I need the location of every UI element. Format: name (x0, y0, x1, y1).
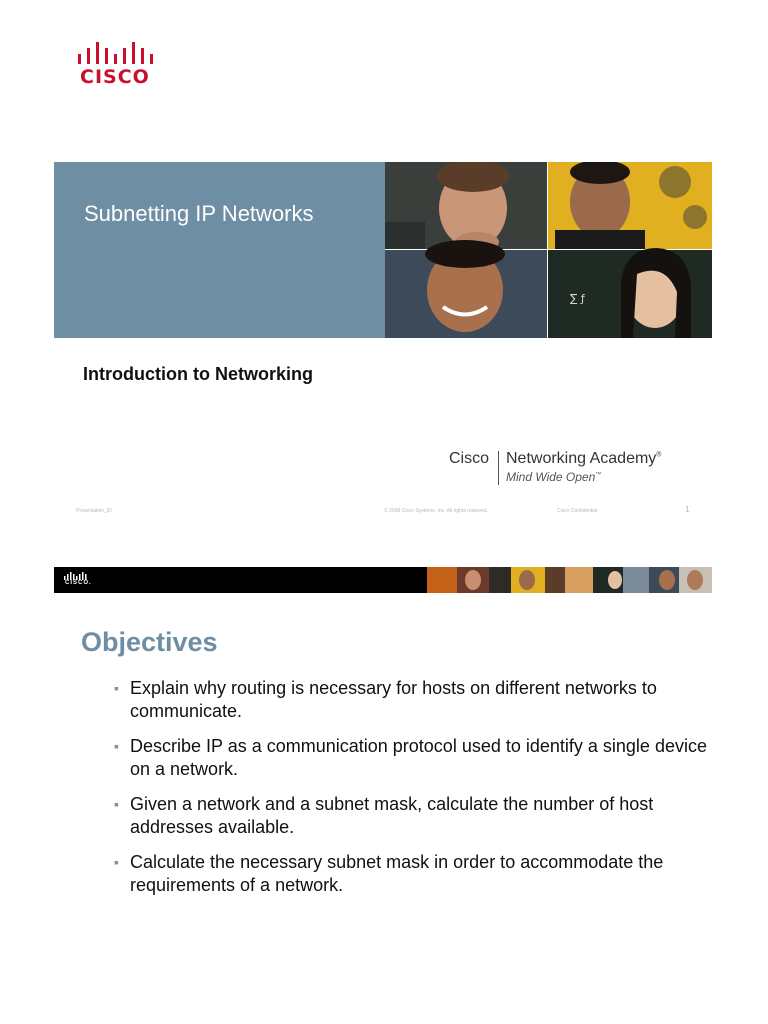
cisco-bridge-icon (76, 42, 156, 66)
objective-item (114, 793, 714, 839)
registered-mark: ® (656, 451, 662, 459)
square-bullet-icon: ▪ (114, 738, 119, 754)
objective-item (114, 735, 714, 781)
square-bullet-icon: ▪ (114, 796, 119, 812)
academy-name-line (506, 450, 661, 468)
photo-student-smiling (548, 162, 712, 249)
networking-academy-logo (449, 449, 699, 489)
photo-student-thinking (385, 162, 547, 252)
academy-divider (498, 451, 499, 485)
photo-student-grinning (385, 240, 547, 338)
footer-page-number: 1 (685, 505, 690, 514)
strip-cisco-bridge-icon (64, 572, 88, 580)
strip-photo-band (427, 567, 712, 593)
cisco-logo (76, 42, 156, 92)
academy-name: Networking Academy (506, 450, 657, 467)
objective-text: Describe IP as a communication protocol used to identify a single device on a network. (130, 736, 707, 779)
square-bullet-icon: ▪ (114, 680, 119, 696)
footer-presentation-id: Presentation_ID (76, 508, 112, 514)
objective-text: Explain why routing is necessary for hosts on different networks to communicate. (130, 678, 657, 721)
header-strip (54, 567, 712, 593)
objectives-title: Objectives (81, 627, 218, 657)
square-bullet-icon: ▪ (114, 854, 119, 870)
photo-collage (385, 162, 712, 338)
slide-title: Subnetting IP Networks (84, 201, 314, 226)
cisco-logo-word: CISCO (80, 66, 150, 88)
objective-item (114, 677, 714, 723)
objective-text: Given a network and a subnet mask, calculate the number of host addresses available. (130, 794, 654, 837)
objective-item (114, 851, 714, 897)
academy-brand: Cisco (449, 450, 490, 467)
slide-subtitle: Introduction to Networking (83, 364, 313, 384)
objective-text: Calculate the necessary subnet mask in order to accommodate the requirements of a network. (130, 852, 664, 895)
academy-tagline: Mind Wide Open (506, 470, 596, 484)
svg-text:∑ ƒ: ∑ ƒ (570, 292, 585, 305)
footer-confidential: Cisco Confidential (557, 508, 598, 514)
strip-cisco-word: CISCO. (65, 580, 92, 586)
objectives-list (114, 677, 714, 909)
title-banner (54, 162, 385, 338)
trademark-mark: ™ (595, 472, 602, 478)
photo-student-looking (548, 248, 712, 338)
academy-tagline-line (506, 470, 601, 484)
footer-copyright: © 2008 Cisco Systems, Inc. All rights reserved. (384, 508, 489, 514)
